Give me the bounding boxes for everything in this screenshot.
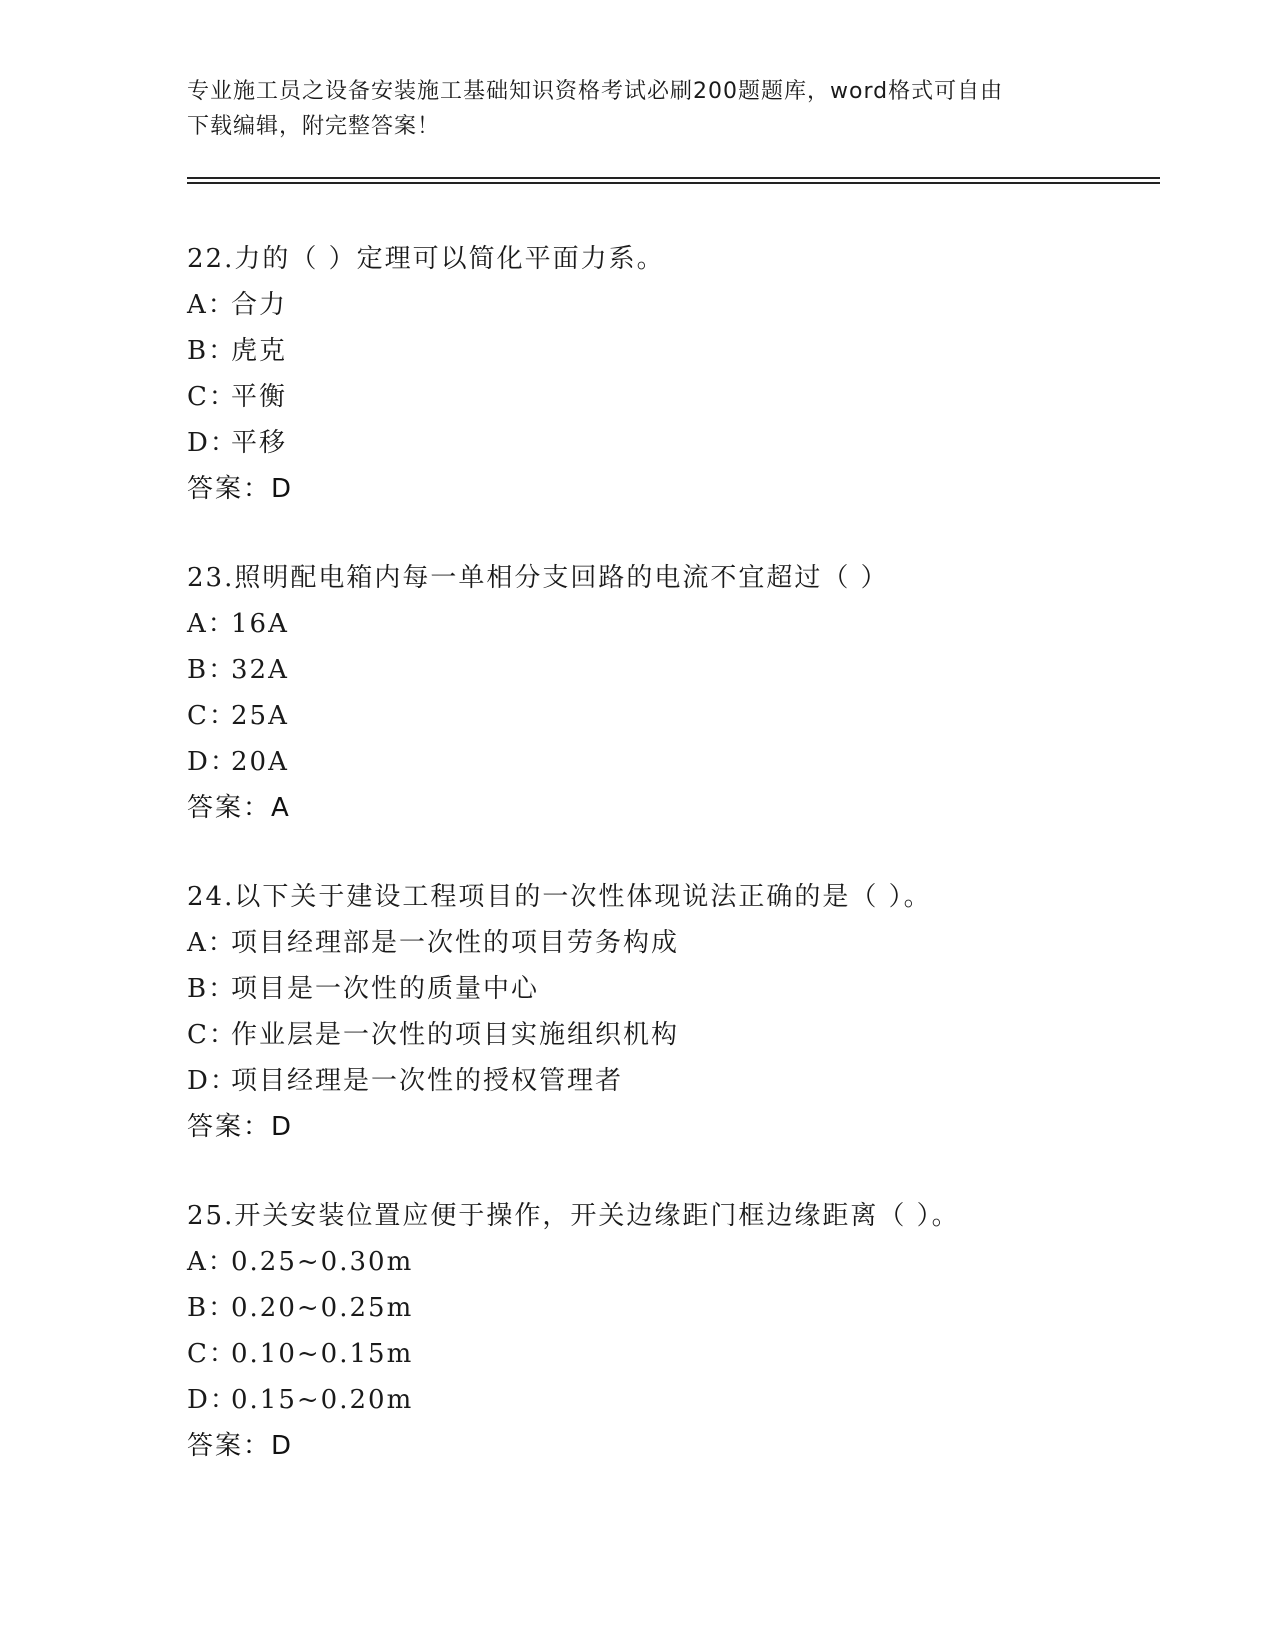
option-key: D： — [187, 1066, 238, 1096]
option-text: 32A — [231, 655, 289, 685]
option-a — [187, 1239, 1167, 1285]
option-c — [187, 693, 1167, 739]
answer-line — [187, 466, 1167, 512]
option-key: B： — [187, 1293, 237, 1323]
option-d — [187, 420, 1167, 466]
question-24 — [187, 874, 1167, 1150]
option-text: 0.25~0.30m — [231, 1247, 414, 1277]
option-text: 作业层是一次性的项目实施组织机构 — [231, 1020, 680, 1050]
option-key: C： — [187, 1020, 237, 1050]
question-text: 照明配电箱内每一单相分支回路的电流不宜超过（ ） — [234, 563, 889, 593]
header-divider-bottom — [187, 182, 1160, 184]
option-key: D： — [187, 428, 238, 458]
option-key: B： — [187, 974, 237, 1004]
question-title — [187, 1193, 1167, 1239]
header-divider-top — [187, 177, 1160, 179]
question-text: 以下关于建设工程项目的一次性体现说法正确的是（ ）。 — [234, 882, 932, 912]
option-text: 项目是一次性的质量中心 — [231, 974, 540, 1004]
document-header — [187, 74, 1067, 144]
question-list — [187, 236, 1167, 1512]
question-title — [187, 555, 1167, 601]
option-d — [187, 1377, 1167, 1423]
option-b — [187, 966, 1167, 1012]
header-title-line-2: 下载编辑，附完整答案！ — [187, 114, 441, 139]
answer-line — [187, 1423, 1167, 1469]
option-key: D： — [187, 1385, 238, 1415]
option-a — [187, 282, 1167, 328]
header-title-line-1: 专业施工员之设备安装施工基础知识资格考试必刷200题题库，word格式可自由 — [187, 79, 1004, 104]
answer-label: 答案： — [187, 1112, 272, 1142]
question-number: 23. — [187, 563, 235, 593]
option-c — [187, 374, 1167, 420]
option-key: A： — [187, 1247, 236, 1277]
option-text: 0.10~0.15m — [231, 1339, 414, 1369]
option-text: 16A — [231, 609, 289, 639]
option-text: 合力 — [231, 290, 288, 320]
question-23 — [187, 555, 1167, 831]
option-text: 25A — [231, 701, 289, 731]
question-25 — [187, 1193, 1167, 1469]
option-text: 项目经理部是一次性的项目劳务构成 — [231, 928, 680, 958]
answer-label: 答案： — [187, 1431, 272, 1461]
option-key: B： — [187, 336, 237, 366]
option-text: 20A — [231, 747, 289, 777]
answer-label: 答案： — [187, 474, 272, 504]
option-b — [187, 647, 1167, 693]
option-key: C： — [187, 701, 237, 731]
option-text: 平移 — [231, 428, 288, 458]
answer-value: D — [271, 1431, 294, 1461]
answer-value: D — [271, 1112, 294, 1142]
option-d — [187, 1058, 1167, 1104]
option-d — [187, 739, 1167, 785]
option-text: 虎克 — [231, 336, 288, 366]
question-number: 24. — [187, 882, 235, 912]
option-key: B： — [187, 655, 237, 685]
option-c — [187, 1012, 1167, 1058]
answer-line — [187, 785, 1167, 831]
option-a — [187, 920, 1167, 966]
option-b — [187, 328, 1167, 374]
option-a — [187, 601, 1167, 647]
answer-value: A — [271, 793, 291, 823]
option-b — [187, 1285, 1167, 1331]
option-c — [187, 1331, 1167, 1377]
question-number: 22. — [187, 244, 235, 274]
option-text: 0.20~0.25m — [231, 1293, 414, 1323]
question-title — [187, 236, 1167, 282]
answer-line — [187, 1104, 1167, 1150]
option-text: 项目经理是一次性的授权管理者 — [231, 1066, 624, 1096]
answer-label: 答案： — [187, 793, 272, 823]
question-text: 力的（ ）定理可以简化平面力系。 — [234, 244, 665, 274]
option-key: A： — [187, 928, 236, 958]
option-key: A： — [187, 609, 236, 639]
option-key: D： — [187, 747, 238, 777]
question-text: 开关安装位置应便于操作，开关边缘距门框边缘距离（ ）。 — [234, 1201, 960, 1231]
option-text: 0.15~0.20m — [231, 1385, 414, 1415]
answer-value: D — [271, 474, 294, 504]
option-key: C： — [187, 1339, 237, 1369]
question-number: 25. — [187, 1201, 235, 1231]
option-key: C： — [187, 382, 237, 412]
option-key: A： — [187, 290, 236, 320]
option-text: 平衡 — [231, 382, 288, 412]
question-22 — [187, 236, 1167, 512]
question-title — [187, 874, 1167, 920]
